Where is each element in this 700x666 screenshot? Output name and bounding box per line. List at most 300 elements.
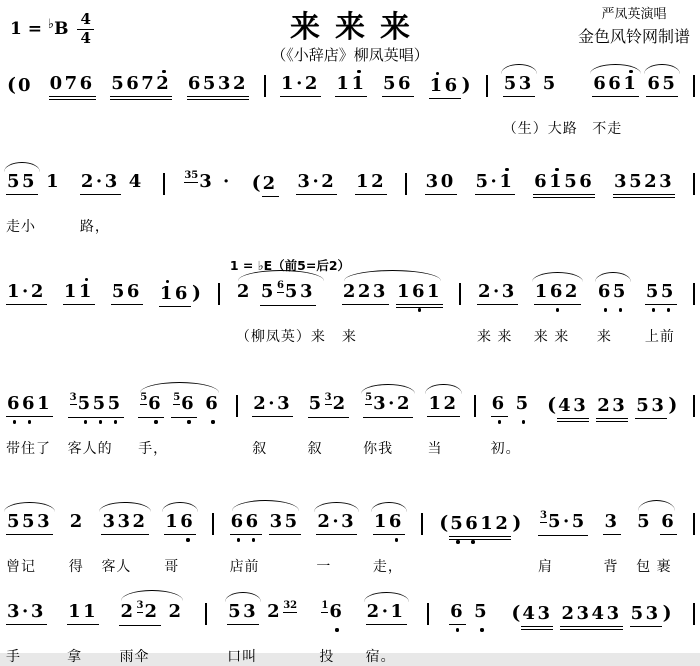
notes-row — [438, 498, 522, 548]
note-digit: 3 — [297, 171, 313, 192]
note-digit: 0 — [49, 73, 65, 94]
note-group — [260, 282, 316, 306]
lyric-text: 不走 — [592, 121, 623, 137]
barline — [264, 75, 266, 97]
note-group — [168, 602, 185, 625]
measure-cell — [308, 380, 349, 458]
note-digit: 3 — [651, 395, 667, 416]
note-digit: 3 — [501, 281, 517, 302]
song-title: 来来来 — [290, 10, 425, 45]
note-group — [6, 282, 47, 305]
note-digit: 2 — [597, 395, 613, 416]
note-group — [138, 394, 164, 418]
notes-row — [475, 158, 516, 208]
lyric-text — [187, 118, 249, 136]
lyric-text — [533, 216, 595, 234]
measure-cell — [534, 268, 581, 346]
note-digit: 1 — [356, 171, 372, 192]
note-digit: 3 — [277, 393, 293, 414]
note-digit: 5 — [450, 513, 466, 534]
note-group — [6, 512, 53, 535]
measure-cell — [68, 380, 124, 458]
notes-text — [119, 600, 160, 626]
note-group — [266, 602, 299, 626]
notes-text — [319, 600, 345, 626]
notes-row — [308, 380, 349, 430]
notes-text — [491, 395, 508, 417]
notes-text — [613, 173, 675, 195]
note-digit: 3 — [217, 73, 233, 94]
grace-note: 5 — [140, 392, 148, 403]
measure-cell — [475, 158, 516, 234]
measure-cell — [6, 268, 47, 344]
measure-cell — [182, 158, 233, 234]
notes-text — [646, 75, 678, 97]
note-digit: 6 — [661, 511, 677, 532]
measure-cell — [296, 158, 337, 234]
notes-text — [515, 395, 532, 417]
note-group — [538, 512, 588, 536]
lyric-text — [355, 216, 387, 234]
note-digit: 5 — [92, 393, 108, 414]
note-digit: 2 — [120, 601, 136, 622]
notes-row — [538, 498, 588, 548]
barline — [474, 395, 476, 417]
notes-text — [603, 513, 620, 535]
note-digit: 1 — [351, 73, 367, 94]
notes-text — [645, 283, 677, 305]
note-digit: 1 — [37, 393, 53, 414]
lyric-text: 包 裹 — [636, 559, 672, 575]
note-digit: 1 — [7, 281, 23, 302]
notes-row — [319, 588, 345, 638]
lyric-text: 你我 — [363, 441, 394, 457]
note-digit: 6 — [597, 281, 613, 302]
notes-text — [449, 515, 511, 537]
grace-note: 32 — [283, 600, 298, 611]
note-digit: 1 — [281, 73, 297, 94]
close-paren: ) — [191, 282, 201, 304]
measure-cell — [597, 268, 629, 346]
note-group — [597, 282, 629, 305]
note-group — [187, 74, 249, 97]
note-digit: 3 — [299, 281, 315, 302]
note-digit: 1 — [480, 513, 496, 534]
measure-cell — [319, 588, 345, 666]
note-group — [429, 74, 472, 99]
lyric-text: 当 — [427, 441, 443, 457]
measure-cell — [342, 268, 443, 346]
notes-row — [159, 268, 202, 318]
note-digit: 5 — [107, 393, 123, 414]
barline — [236, 395, 238, 417]
measure-cell — [373, 498, 405, 576]
note-digit: 1 — [428, 393, 444, 414]
note-group — [6, 602, 47, 625]
measure-cell — [6, 588, 47, 666]
notes-row — [236, 268, 326, 318]
note-group — [171, 394, 197, 418]
measure-cell — [491, 380, 532, 458]
notes-row — [164, 498, 196, 548]
note-digit: 3 — [104, 171, 120, 192]
note-digit: · — [388, 393, 397, 414]
notes-row — [645, 268, 677, 318]
note-digit: 5 — [662, 73, 678, 94]
notes-row — [316, 498, 357, 548]
note-digit: 6 — [174, 283, 190, 304]
notes-row — [101, 498, 148, 548]
note-group — [6, 74, 34, 99]
notes-text — [101, 513, 148, 535]
lyric-text: 得 — [68, 559, 84, 575]
lyric-text: 叙 — [307, 441, 323, 457]
note-digit: 6 — [398, 73, 414, 94]
notes-text — [182, 170, 233, 196]
notes-row — [603, 498, 620, 548]
note-group — [373, 512, 405, 535]
note-group — [503, 74, 535, 97]
note-digit: 5 — [637, 511, 653, 532]
measure-cell — [229, 258, 351, 346]
lyric-text: 来 来 — [476, 329, 513, 345]
note-group — [660, 512, 677, 535]
measure-cell — [6, 380, 53, 458]
notes-text — [6, 173, 38, 195]
notes-text — [296, 173, 337, 195]
lyric-text: 走小 — [6, 219, 36, 235]
measure-cell — [425, 158, 457, 234]
measure-cell — [67, 588, 99, 666]
note-group — [80, 172, 121, 195]
note-digit: 5 — [7, 511, 23, 532]
grace-note: 5 — [173, 392, 181, 403]
note-group — [49, 74, 96, 97]
note-digit: 3 — [614, 171, 630, 192]
notes-text — [597, 283, 629, 305]
lyric-text: 雨伞 — [119, 649, 150, 665]
note-digit: 5 — [77, 393, 93, 414]
note-digit: 2 — [69, 511, 85, 532]
notes-text — [636, 513, 653, 535]
note-group — [645, 282, 677, 305]
notes-text — [534, 283, 581, 305]
notes-row — [382, 60, 414, 110]
note-group — [382, 74, 414, 97]
note-group — [204, 394, 221, 417]
notes-text — [159, 285, 191, 307]
notes-text — [596, 397, 628, 419]
song-subtitle: （《小辞店》柳凤英唱） — [271, 46, 429, 64]
notes-row — [363, 380, 413, 430]
note-group — [636, 512, 653, 535]
notes-text — [592, 75, 639, 97]
measure-cell — [6, 498, 53, 576]
lyric-text: 手， — [138, 441, 169, 457]
note-digit: 0 — [18, 75, 34, 96]
notes-row — [546, 380, 678, 430]
note-digit: 6 — [126, 281, 142, 302]
measure-cell — [355, 158, 387, 234]
measure-cell — [449, 588, 490, 664]
notes-row — [296, 158, 337, 208]
note-group — [560, 604, 622, 627]
note-group — [101, 512, 148, 535]
note-digit: 3 — [102, 511, 118, 532]
note-group — [449, 602, 466, 625]
notes-row — [477, 268, 518, 318]
lyric-text — [251, 216, 279, 234]
note-digit: 2 — [342, 281, 358, 302]
score-line-5 — [6, 498, 695, 576]
lyric-text — [335, 118, 367, 136]
notes-text — [68, 392, 124, 418]
notes-row — [636, 498, 677, 548]
note-group — [6, 172, 38, 195]
note-group — [45, 172, 62, 195]
notes-text — [187, 75, 249, 97]
measure-cell — [63, 268, 95, 344]
measure-cell — [119, 588, 184, 666]
note-group — [425, 172, 457, 195]
notes-text — [6, 395, 53, 417]
note-digit: 6 — [22, 393, 38, 414]
measure-cell — [366, 588, 407, 666]
measure-cell — [138, 380, 221, 458]
lyric-text: 拿 — [67, 649, 83, 665]
notes-row — [6, 380, 53, 430]
notes-text — [266, 600, 299, 626]
note-digit: 6 — [7, 393, 23, 414]
note-digit: · — [312, 171, 322, 192]
barline — [693, 173, 695, 195]
measure-cell — [227, 588, 299, 666]
notes-text — [342, 283, 389, 305]
key-letter: B — [54, 18, 69, 39]
lyric-text — [449, 646, 490, 664]
notes-row — [425, 158, 457, 208]
note-group — [119, 602, 160, 626]
note-digit: 7 — [141, 73, 157, 94]
note-group — [363, 394, 413, 418]
notes-text — [630, 605, 662, 627]
note-digit: 4 — [522, 603, 538, 624]
note-group — [128, 172, 145, 195]
lyric-text — [6, 118, 34, 136]
lyric-text: 上前 — [644, 329, 675, 345]
note-digit: 5 — [22, 511, 38, 532]
notes-text — [366, 603, 407, 625]
notes-text — [449, 603, 466, 625]
notes-row — [119, 588, 184, 638]
notes-row — [80, 158, 145, 208]
measure-cell — [80, 158, 145, 236]
note-group — [542, 74, 559, 97]
note-digit: 2 — [30, 281, 46, 302]
lyric-text: 曾记 — [6, 559, 36, 575]
note-group — [355, 172, 387, 195]
notes-row — [6, 588, 47, 638]
note-digit: 5 — [202, 73, 218, 94]
notes-text — [45, 173, 62, 195]
note-digit: 5 — [636, 395, 652, 416]
notes-text — [164, 513, 196, 535]
note-digit: 3 — [117, 511, 133, 532]
note-digit: · — [493, 281, 502, 302]
note-group — [280, 74, 321, 97]
notes-row — [252, 380, 293, 430]
measure-cell — [49, 60, 96, 136]
note-digit: 2 — [144, 601, 160, 622]
note-group — [515, 394, 532, 417]
notes-row — [280, 60, 321, 110]
notes-text — [396, 283, 443, 305]
note-digit: 3 — [269, 511, 285, 532]
note-group — [475, 172, 516, 195]
notes-text — [204, 395, 221, 417]
barline — [693, 513, 695, 535]
note-digit: 2 — [366, 601, 382, 622]
note-digit: 2 — [477, 281, 493, 302]
barline — [693, 603, 695, 625]
lyric-text: 叙 — [252, 441, 268, 457]
score-line-3 — [6, 258, 695, 346]
note-group — [534, 282, 581, 305]
open-paren: ( — [251, 172, 261, 194]
lyric-text — [159, 326, 202, 344]
notes-row — [111, 268, 143, 318]
notes-text — [260, 280, 316, 306]
note-digit: 2 — [253, 393, 269, 414]
lyric-text: 初。 — [490, 441, 521, 457]
notes-text — [503, 75, 535, 97]
notes-text — [533, 173, 595, 195]
lyric-text: 宿。 — [365, 649, 396, 665]
notes-text — [316, 513, 357, 535]
notes-row — [6, 60, 34, 110]
barline — [218, 283, 220, 305]
performer-credit: 严凤英演唱 — [601, 7, 667, 22]
notes-row — [510, 588, 672, 638]
measure-cell — [363, 380, 413, 458]
note-digit: 3 — [576, 603, 592, 624]
note-group — [592, 74, 639, 97]
measure-cell — [546, 380, 678, 456]
notes-row — [230, 498, 301, 548]
lyric-text — [429, 118, 472, 136]
note-digit: 1 — [373, 511, 389, 532]
notes-text — [227, 603, 259, 625]
note-digit: · — [296, 73, 305, 94]
lyric-text: 一 — [316, 559, 332, 575]
note-digit: 6 — [230, 511, 246, 532]
notes-text — [110, 75, 172, 97]
notes-text — [425, 173, 457, 195]
note-digit: 4 — [558, 395, 574, 416]
notes-text — [63, 283, 95, 305]
note-group — [477, 282, 518, 305]
note-digit: 1 — [165, 511, 181, 532]
note-digit: 3 — [373, 393, 389, 414]
notes-text — [128, 173, 145, 195]
note-digit: 2 — [132, 511, 148, 532]
measure-cell — [187, 60, 249, 136]
note-digit: 5 — [630, 603, 646, 624]
lyric-text: （生）大路 — [502, 121, 578, 137]
note-group — [236, 282, 253, 305]
notes-row — [449, 588, 490, 638]
barline — [212, 513, 214, 535]
measure-cell — [603, 498, 620, 576]
note-digit: 3 — [645, 603, 661, 624]
notes-text — [560, 605, 622, 627]
notes-row — [182, 158, 233, 208]
measure-cell — [503, 60, 578, 138]
note-group — [533, 172, 595, 195]
note-digit: 6 — [126, 73, 142, 94]
note-digit: 6 — [444, 75, 460, 96]
flat-sign: ♭ — [47, 16, 55, 32]
note-digit: 2 — [156, 73, 172, 94]
note-group — [546, 394, 589, 419]
barline — [405, 173, 407, 195]
measure-cell — [69, 498, 86, 576]
barline — [693, 395, 695, 417]
note-group — [296, 172, 337, 195]
note-digit: 1 — [549, 171, 565, 192]
notes-text — [280, 75, 321, 97]
measure-cell — [111, 268, 143, 344]
note-digit: 5 — [228, 601, 244, 622]
notes-row — [366, 588, 407, 638]
notes-row — [355, 158, 387, 208]
note-digit: 1 — [68, 601, 84, 622]
note-digit: 5 — [547, 511, 563, 532]
notes-text — [521, 605, 553, 627]
note-digit: 5 — [660, 281, 676, 302]
note-group — [251, 172, 279, 197]
note-group — [230, 512, 262, 535]
note-digit: 5 — [564, 171, 580, 192]
note-digit: · — [22, 281, 31, 302]
measure-cell — [592, 60, 678, 138]
barline — [205, 603, 207, 625]
notes-row — [110, 60, 172, 110]
note-digit: 5 — [111, 73, 127, 94]
notes-row — [342, 268, 443, 318]
note-digit: 2 — [396, 393, 412, 414]
lyric-text — [475, 216, 516, 234]
open-paren: ( — [511, 602, 521, 624]
note-digit: 6 — [388, 511, 404, 532]
note-digit: 3 — [612, 395, 628, 416]
notes-row — [6, 498, 53, 548]
notes-row — [68, 380, 124, 430]
lyric-text — [438, 556, 522, 574]
note-digit: 5 — [474, 601, 490, 622]
note-digit: 5 — [503, 73, 519, 94]
note-digit: 6 — [180, 511, 196, 532]
note-digit: 6 — [148, 393, 164, 414]
note-digit: 3 — [537, 603, 553, 624]
key-prefix: 1 = — [10, 18, 48, 39]
note-digit: 2 — [304, 73, 320, 94]
measure-cell — [477, 268, 518, 346]
notes-text — [475, 173, 516, 195]
note-group — [68, 394, 124, 418]
measure-cell — [645, 268, 677, 346]
notes-text — [6, 513, 53, 535]
